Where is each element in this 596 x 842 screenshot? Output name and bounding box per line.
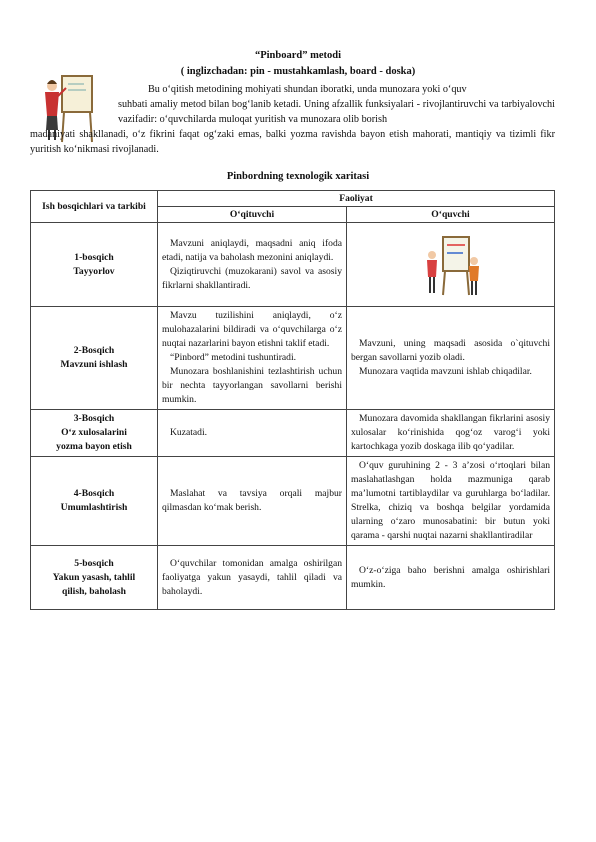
document-subtitle: ( inglizchadan: pin - mustahkamlash, board - doska): [180, 66, 416, 77]
stage-name: Mavzuni ishlash: [60, 359, 128, 370]
stage-name-cont: qilish, baholash: [62, 585, 126, 597]
teacher-cell: [158, 307, 347, 410]
intro-line-2: suhbati amaliy metod bilan bog‘lanib ketadi. Uning afzallik funksiyalari - rivojlantiruvchi va tarbiyalovchi vazifadir: o‘quvchilarda muloqat yuritish va munozara olib borish: [118, 99, 555, 125]
stage-number: 3-Bosqich: [73, 413, 115, 424]
technology-map-table: [30, 190, 555, 610]
table-header-row: [31, 191, 555, 207]
student-cell: [347, 546, 555, 610]
table-row: [31, 307, 555, 410]
stage-name: Tayyorlov: [73, 265, 115, 277]
table-row: [31, 546, 555, 610]
teacher-text: Maslahat va tavsiya orqali majbur qilmasdan ko‘mak berish.: [162, 488, 342, 513]
student-cell: [347, 410, 555, 457]
teacher-text: “Pinbord” metodini tushuntiradi.: [170, 352, 297, 363]
teacher-text: Munozara boshlanishini tezlashtirish uchun bir nechta tayyorlangan savollarni berishi mumkin.: [162, 366, 342, 405]
header-stage: Ish bosqichlari va tarkibi: [31, 191, 158, 223]
student-cell: [347, 307, 555, 410]
teacher-text: Kuzatadi.: [170, 427, 208, 438]
student-text: Munozara davomida shakllangan fikrlarini asosiy xulosalar ko‘rinishida qog‘oz varog‘i yoki kartochkaga yozib doskaga ilib qo‘yadilar.: [351, 413, 550, 452]
student-text: O‘quv guruhining 2 - 3 a’zosi o‘rtoqlari bilan maslahatlashgan holda mazmuniga qarab ma’lumotni tartiblaydilar va guruhlarga bo‘ladilar. Strelka, chiziq va boshqa belgilar yordamida ularning o‘zaro munosabatini: bir butun yoki qarama - qarshi nuqtai nazarni shakllantiradilar: [351, 460, 550, 541]
stage-number: 5-bosqich: [74, 557, 114, 569]
teacher-cell: [158, 410, 347, 457]
student-text: O‘z-o‘ziga baho berishni amalga oshirishlari mumkin.: [351, 564, 550, 590]
teacher-text: Mavzu tuzilishini aniqlaydi, o‘z mulohazalarini bildiradi va o‘quvchilarga o‘z nuqtai nazarlarini bayon etishni taklif etadi.: [162, 310, 342, 349]
stage-cell: [31, 307, 158, 410]
intro-line-1: Bu o‘qitish metodining mohiyati shundan iboratki, unda munozara yoki o‘quv: [148, 84, 467, 95]
stage-number: 4-Bosqich: [73, 488, 115, 499]
student-text: Mavzuni, uning maqsadi asosida o`qituvchi bergan savollarni yozib oladi.: [351, 338, 550, 363]
students-at-board-illustration: [421, 231, 481, 299]
teacher-text: Qiziqtiruvchi (muzokarani) savol va asosiy fikrlarni shakllantiradi.: [162, 265, 342, 291]
header-teacher: O‘qituvchi: [158, 207, 347, 223]
stage-number: 2-Bosqich: [73, 345, 115, 356]
student-text: Munozara vaqtida mavzuni ishlab chiqadilar.: [359, 366, 532, 377]
table-row: [31, 457, 555, 546]
teacher-text: Mavzuni aniqlaydi, maqsadni aniq ifoda etadi, natija va baholash mezonini aniqlaydi.: [162, 237, 342, 263]
intro-line-3: madaniyati shakllanadi, o‘z fikrini faqat og‘zaki emas, balki yozma ravishda bayon etish mahorati, mantiqiy va tizimli fikr yuritish ko‘nikmasi rivojlanadi.: [30, 129, 555, 155]
table-row: [31, 410, 555, 457]
stage-cell: [31, 457, 158, 546]
stage-cell: [31, 223, 158, 307]
teacher-cell: [158, 457, 347, 546]
header-student: O‘quvchi: [347, 207, 555, 223]
header-activity: Faoliyat: [158, 191, 555, 207]
table-row: [31, 223, 555, 307]
stage-name: O‘z xulosalarini: [61, 427, 127, 438]
map-title: Pinbordning texnologik xaritasi: [226, 171, 370, 182]
stage-name: Yakun yasash, tahlil: [52, 571, 136, 583]
teacher-cell: [158, 223, 347, 307]
teacher-cell: [158, 546, 347, 610]
stage-cell: [31, 410, 158, 457]
teacher-text: O‘quvchilar tomonidan amalga oshirilgan faoliyatga yakun yasaydi, tahlil qiladi va baholaydi.: [162, 557, 342, 597]
intro-paragraph: [30, 82, 555, 157]
student-cell: [347, 223, 555, 307]
stage-name-cont: yozma bayon etish: [56, 441, 132, 452]
document-title: “Pinboard” metodi: [254, 50, 342, 61]
stage-cell: [31, 546, 158, 610]
student-cell: [347, 457, 555, 546]
stage-number: 1-bosqich: [74, 251, 114, 263]
stage-name: Umumlashtirish: [60, 502, 128, 513]
